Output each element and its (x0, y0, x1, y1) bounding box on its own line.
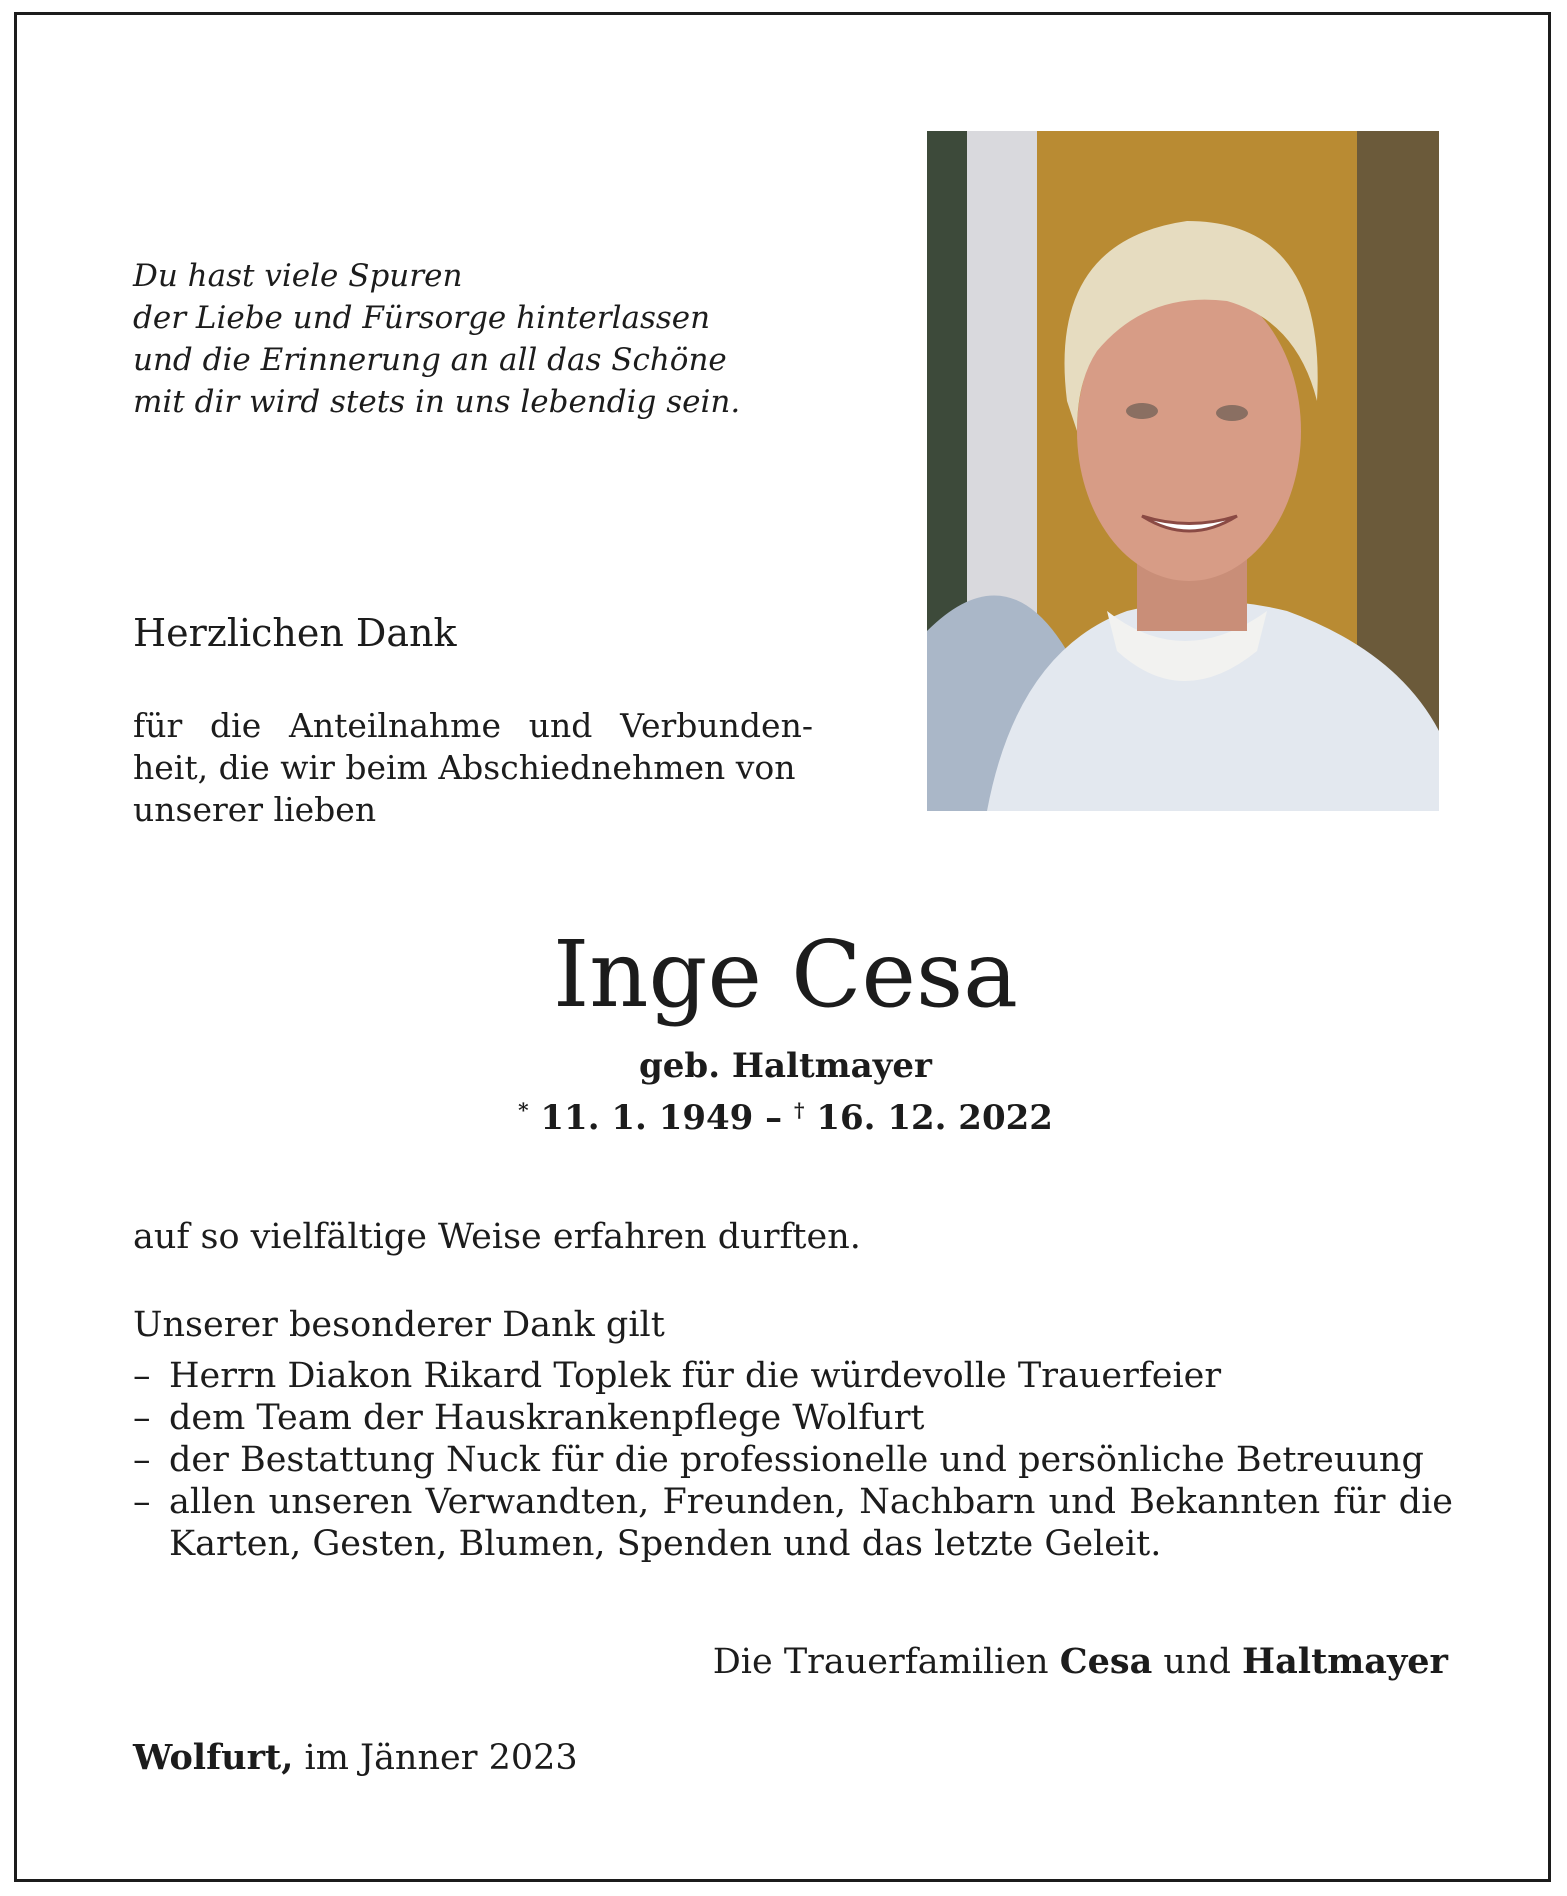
list-item-text: der Bestattung Nuck für die professionelle und persönliche Betreuung (169, 1440, 1424, 1480)
list-item-text: allen unseren Verwandten, Freunden, Nachbarn und Bekannten für die Karten, Gesten, Blumen, Spenden und das letzte Geleit. (169, 1482, 1453, 1564)
list-item-text: Herrn Diakon Rikard Toplek für die würdevolle Trauerfeier (169, 1356, 1222, 1396)
list-item (133, 1355, 1453, 1397)
signature-prefix: Die Trauerfamilien (712, 1642, 1049, 1682)
birth-name: geb. Haltmayer (639, 1046, 932, 1086)
signature-connector: und (1163, 1642, 1231, 1682)
list-item (133, 1397, 1453, 1439)
list-item (133, 1439, 1453, 1481)
poem-line: der Liebe und Fürsorge hinterlassen (133, 300, 711, 336)
intro-paragraph (133, 705, 813, 831)
poem-line: mit dir wird stets in uns lebendig sein. (133, 384, 741, 420)
outro-text: auf so vielfältige Weise erfahren durften. (133, 1217, 861, 1257)
thanks-list (133, 1355, 1453, 1565)
family-name: Cesa (1059, 1641, 1153, 1682)
intro-word: Anteilnahme (289, 706, 501, 745)
thanks-heading: Herzlichen Dank (133, 611, 457, 655)
place: Wolfurt, (133, 1737, 294, 1778)
birth-date: 11. 1. 1949 (540, 1098, 754, 1138)
poem-line: und die Erinnerung an all das Schöne (133, 342, 727, 378)
poem-line: Du hast viele Spuren (133, 258, 463, 294)
list-item (133, 1481, 1453, 1565)
deceased-name: Inge Cesa (552, 921, 1019, 1028)
date-dash: – (765, 1098, 783, 1138)
death-date: 16. 12. 2022 (816, 1098, 1053, 1138)
family-name: Haltmayer (1242, 1641, 1448, 1682)
list-dash: – (133, 1356, 151, 1396)
portrait-illustration (927, 131, 1439, 811)
family-signature (713, 1641, 1448, 1682)
portrait-photo (927, 131, 1439, 811)
place-date (133, 1737, 578, 1778)
intro-line (133, 705, 813, 747)
list-dash: – (133, 1398, 151, 1438)
special-thanks-heading: Unserer besonderer Dank gilt (133, 1305, 665, 1345)
birth-symbol: * (518, 1098, 529, 1122)
intro-word: die (210, 706, 262, 745)
intro-word: und (528, 706, 593, 745)
intro-word: Verbunden- (620, 706, 813, 745)
date: im Jänner 2023 (304, 1738, 578, 1778)
intro-word: für (133, 706, 183, 745)
intro-line: unserer lieben (133, 790, 377, 829)
list-dash: – (133, 1440, 151, 1480)
list-dash: – (133, 1482, 151, 1522)
death-symbol: † (794, 1098, 805, 1122)
list-item-text: dem Team der Hauskrankenpflege Wolfurt (169, 1398, 925, 1438)
obituary-card (14, 12, 1551, 1882)
poem (133, 255, 773, 423)
life-dates (17, 1089, 1554, 1139)
intro-line: heit, die wir beim Abschiednehmen von (133, 748, 796, 787)
